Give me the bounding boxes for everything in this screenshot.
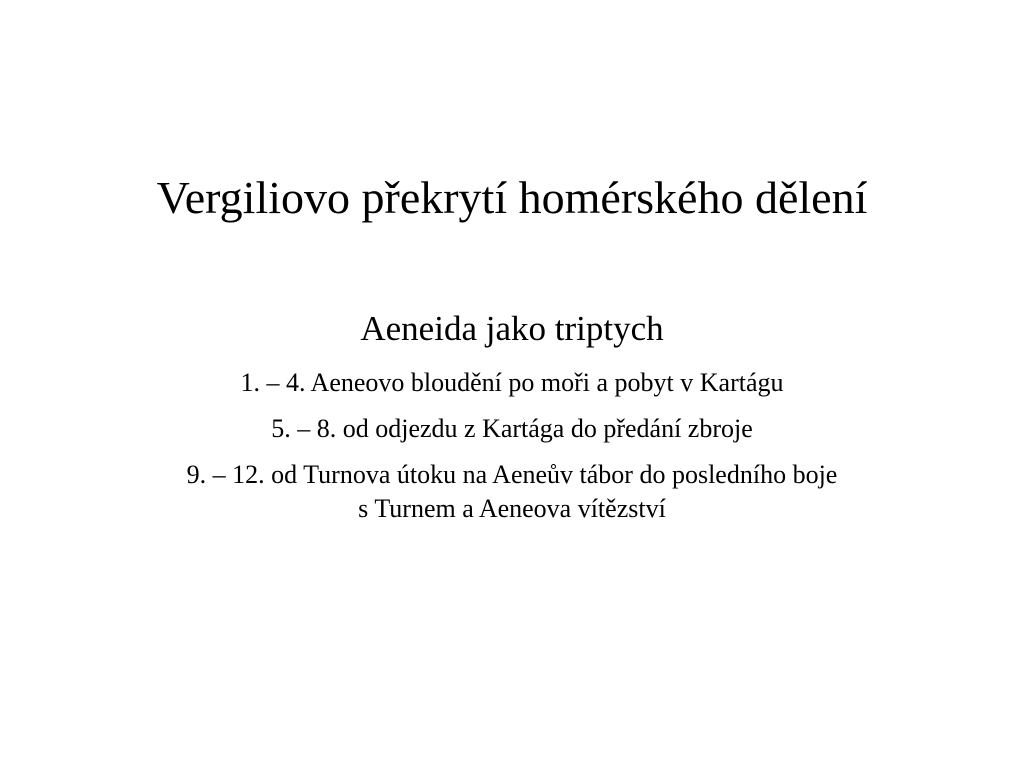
slide-subtitle: Aeneida jako triptych (360, 309, 664, 348)
list-item: 9. – 12. od Turnova útoku na Aeneův tábor do posledního boje s Turnem a Aeneova vítězství (186, 460, 838, 523)
slide-content (180, 306, 844, 538)
list-item: 1. – 4. Aeneovo bloudění po moři a pobyt v Kartágu (240, 368, 784, 397)
list-item: 5. – 8. od odjezdu z Kartága do předání zbroje (271, 414, 753, 443)
slide-title: Vergiliovo překrytí homérského dělení (156, 172, 868, 223)
